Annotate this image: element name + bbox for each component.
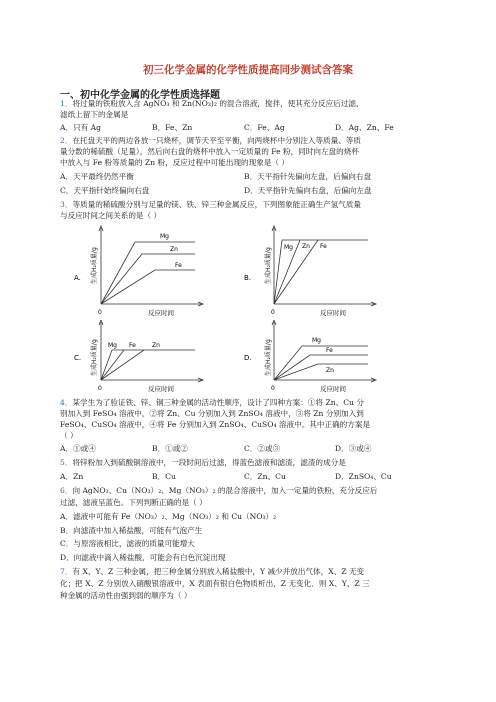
question-text: 将锌粉加入到硫酸铜溶液中，一段时间后过滤，得蓝色滤液和滤渣，滤渣的成分是 — [72, 458, 346, 467]
choice-b: B．向滤渣中加入稀盐酸，可能有气泡产生 — [60, 526, 203, 535]
origin-label: 0 — [271, 309, 275, 316]
series-label-fe: Fe — [326, 347, 333, 354]
option-c: C．Fe、Ag — [244, 123, 285, 132]
series-label-fe: Fe — [129, 342, 136, 349]
question-4-line-3: FeSO₄、CuSO₄ 溶液中，④将 Fe 分别加入到 ZnSO₄、CuSO₄ 溶液中。其中正确的方案是 — [60, 420, 371, 429]
question-2-line-3: 中放入与 Fe 粉等质量的 Zn 粉，反应过程中可能出现的现象是（ ） — [60, 158, 290, 167]
chart-b — [240, 222, 390, 318]
question-number: 4． — [60, 398, 73, 407]
chart-option-label: A. — [74, 274, 81, 282]
series-label-mg: Mg — [108, 342, 117, 349]
x-axis-label: 反应时间 — [148, 309, 174, 317]
choice-c: C．与原溶液相比，滤液的质量可能增大 — [60, 539, 195, 548]
y-axis-label: 生成H₂质量/g — [265, 247, 272, 284]
option-b: B．①或② — [152, 444, 188, 453]
series-zn — [101, 350, 144, 380]
question-7-line-3: 种金属的活动性由强到弱的顺序为（ ） — [60, 591, 192, 600]
question-4-line-2: 别加入到 FeSO₄ 溶液中，②将 Zn、Cu 分别加入到 ZnSO₄ 溶液中，③将 Zn 分别加入到 — [60, 409, 364, 418]
question-number: 6． — [60, 486, 73, 495]
series-label-fe: Fe — [175, 262, 182, 269]
question-1 — [60, 98, 364, 109]
y-axis-label: 生成H₂质量/g — [91, 339, 98, 376]
chart-d — [240, 320, 390, 392]
option-c: C．天平指针始终偏向右盘 — [60, 186, 150, 195]
series-fe — [101, 350, 124, 380]
option-b: B．天平指针先偏向左盘，后偏向右盘 — [244, 172, 372, 181]
question-3-line-2: 与反应时间之间关系的是（ ） — [60, 211, 162, 220]
question-text: 在托盘天平的两边各放一只烧杯，调节天平至平衡，向两烧杯中分别注入等质量、等质 — [72, 136, 361, 145]
section-heading: 一、初中化学金属的化学性质选择题 — [60, 90, 220, 101]
origin-label: 0 — [271, 385, 275, 392]
question-number: 3． — [60, 200, 73, 209]
series-label-zn: Zn — [170, 246, 178, 253]
question-7 — [60, 566, 364, 577]
x-axis-label: 反应时间 — [320, 309, 346, 317]
question-number: 5． — [60, 458, 73, 467]
origin-label: 0 — [98, 385, 102, 392]
y-axis-label: 生成H₂质量/g — [91, 247, 98, 284]
option-d: D．天平指针先偏向右盘，后偏向左盘 — [244, 186, 372, 195]
question-text: 向 AgNO₃、Cu（NO₃）₂、Mg（NO₃）₂ 的混合溶液中，加入一定量的铁粉，充分反应后 — [72, 486, 378, 495]
series-label-fe: Fe — [320, 243, 327, 250]
series-label-mg: Mg — [312, 337, 321, 344]
choice-d: D．向滤液中滴入稀盐酸，可能会有白色沉淀出现 — [60, 553, 226, 562]
chart-option-label: C. — [74, 354, 82, 362]
option-b: B．Cu — [152, 472, 176, 481]
series-mg — [101, 350, 195, 380]
question-6-line-2: 过滤，滤液呈蓝色。下列判断正确的是（ ） — [60, 498, 207, 507]
series-label-zn: Zn — [302, 243, 310, 250]
question-text: 有 X、Y、Z 三种金属，把三种金属分别放入稀盐酸中，Y 减少并放出气体，X、Z 无变 — [72, 567, 365, 576]
question-6 — [60, 485, 377, 496]
series-zn — [274, 364, 368, 380]
question-4 — [60, 397, 364, 408]
page-title: 初三化学金属的化学性质提高同步测试含答案 — [143, 64, 353, 76]
origin-label: 0 — [98, 309, 102, 316]
chart-option-label: D. — [244, 354, 252, 362]
option-d: D．ZnSO₄、Cu — [335, 472, 392, 481]
x-axis-label: 反应时间 — [148, 385, 174, 392]
option-a: A．Zn — [60, 472, 84, 481]
question-text: 某学生为了验证铁、锌、铜三种金属的活动性顺序，设计了四种方案：①将 Zn、Cu 分 — [72, 398, 364, 407]
chart-a — [60, 222, 210, 318]
question-2 — [60, 135, 361, 146]
question-number: 7． — [60, 567, 73, 576]
series-label-mg: Mg — [160, 233, 169, 240]
series-label-mg: Mg — [284, 244, 293, 251]
option-c: C．②或③ — [244, 444, 281, 453]
chart-option-label: B. — [244, 274, 252, 282]
option-d: D．③或④ — [335, 444, 372, 453]
question-number: 1． — [60, 99, 73, 108]
option-c: C．Zn、Cu — [244, 472, 286, 481]
option-a: A．天平最终仍然平衡 — [60, 172, 134, 181]
y-axis-label: 生成H₂质量/g — [265, 339, 272, 376]
option-b: B．Fe、Zn — [152, 123, 193, 132]
option-d: D．Ag、Zn、Fe — [335, 123, 394, 132]
chart-c — [60, 320, 210, 392]
x-axis-label: 反应时间 — [320, 385, 346, 392]
question-4-line-4: （ ） — [60, 431, 78, 440]
series-label-zn: Zn — [326, 367, 334, 374]
question-2-line-2: 量分数的稀硫酸（足量），然后向右盘的烧杯中放入一定质量的 Fe 粉，同时向左盘的烧杯 — [60, 147, 359, 156]
option-a: A．只有 Ag — [60, 123, 102, 132]
series-fe — [274, 355, 368, 380]
choice-a: A．滤液中可能有 Fe（NO₃）₂、Mg（NO₃）₂ 和 Cu（NO₃）₂ — [60, 512, 277, 521]
option-a: A．①或④ — [60, 444, 96, 453]
question-number: 2． — [60, 136, 73, 145]
question-text: 将过量的铁粉放入含 AgNO₃ 和 Zn(NO₃)₂ 的混合溶液，搅拌，使其充分反应后过滤， — [72, 99, 364, 108]
question-3 — [60, 199, 361, 210]
question-5 — [60, 457, 346, 468]
question-7-line-2: 化；把 X、Z 分别放入硝酸银溶液中，X 表面有银白色物质析出，Z 无变化．则 X、Y、Z 三 — [60, 579, 370, 588]
series-label-zn: Zn — [152, 342, 160, 349]
question-1-line-2: 滤纸上留下的金属是 — [60, 110, 129, 119]
question-text: 等质量的稀硫酸分别与足量的镁、铁、锌三种金属反应，下列图象能正确生产氢气质量 — [72, 200, 361, 209]
